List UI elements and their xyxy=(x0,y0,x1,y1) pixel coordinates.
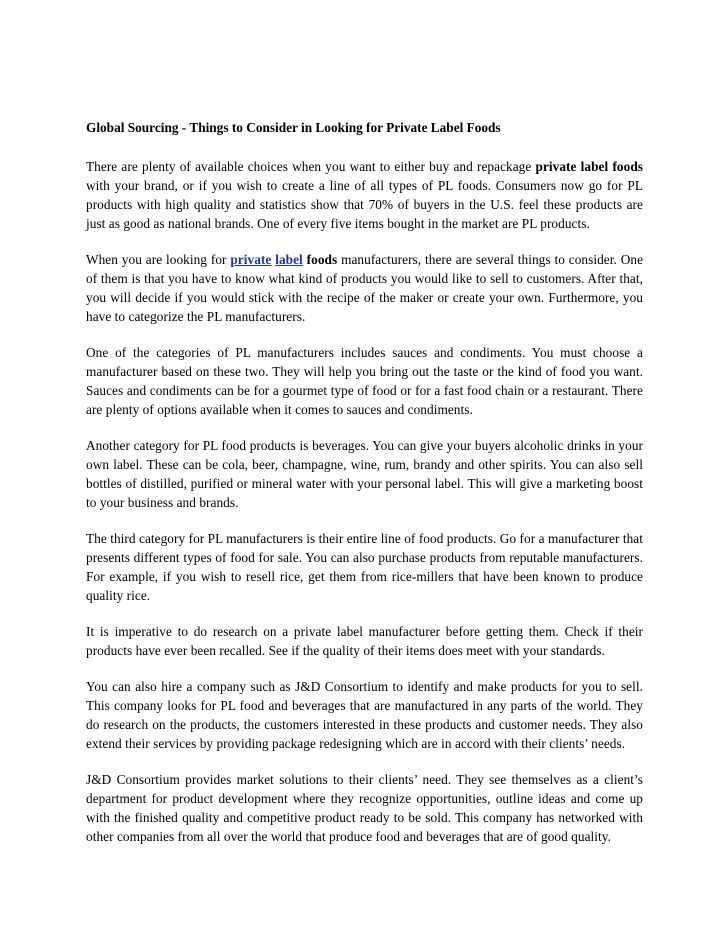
document-page xyxy=(86,118,643,863)
p1-text-a: There are plenty of available choices when you want to either buy and repackage xyxy=(86,159,536,174)
paragraph-5: The third category for PL manufacturers is their entire line of food products. Go for a manufacturer that presents different types of food for sale. You can also purchase products from reputable manufacturers. For example, if you wish to resell rice, get them from rice-millers that have been known to produce quality rice. xyxy=(86,531,643,603)
document-title: Global Sourcing - Things to Consider in Looking for Private Label Foods xyxy=(86,120,501,135)
paragraph-7: You can also hire a company such as J&D Consortium to identify and make products for you to sell. This company looks for PL food and beverages that are manufactured in any parts of the world. They do research on the products, the customers interested in these products and customer needs. They also extend their services by providing package redesigning which are in accord with their clients’ needs. xyxy=(86,679,643,751)
paragraph-3: One of the categories of PL manufacturers includes sauces and condiments. You must choose a manufacturer based on these two. They will help you bring out the taste or the kind of food you want. Sauces and condiments can be for a gourmet type of food or for a fast food chain or a restaurant. There are plenty of options available when it comes to sauces and condiments. xyxy=(86,345,643,417)
p1-bold-private-label: private label xyxy=(535,159,609,174)
paragraph-6: It is imperative to do research on a private label manufacturer before getting them. Check if their products have ever been recalled. See if the quality of their items does meet with your standards. xyxy=(86,624,643,658)
paragraph-2 xyxy=(86,250,643,326)
link-label[interactable]: label xyxy=(275,252,303,267)
p2-bold-foods: foods xyxy=(306,252,338,267)
p2-text-a: When you are looking for xyxy=(86,252,231,267)
p1-text-c: with your brand, or if you wish to create a line of all types of PL foods. Consumers now go for PL products with high quality and statistics show that 70% of buyers in the U.S. feel these products are just as good as national brands. One of every five items bought in the market are PL products. xyxy=(86,178,643,231)
p1-bold-foods: foods xyxy=(612,159,643,174)
p2-text-c: manufacturers, there are several things to consider. One of them is that you have to know what kind of products you would like to sell to customers. After that, you will decide if you would stick with the recipe of the maker or create your own. Furthermore, you have to categorize the PL manufacturers. xyxy=(86,252,644,324)
paragraph-4: Another category for PL food products is beverages. You can give your buyers alcoholic drinks in your own label. These can be cola, beer, champagne, wine, rum, brandy and other spirits. You can also sell bottles of distilled, purified or mineral water with your personal label. This will give a marketing boost to your business and brands. xyxy=(86,438,643,510)
paragraph-1 xyxy=(86,157,643,233)
link-private[interactable]: private xyxy=(230,252,272,267)
paragraph-8: J&D Consortium provides market solutions to their clients’ need. They see themselves as a client’s department for product development where they recognize opportunities, outline ideas and come up with the finished quality and competitive product ready to be sold. This company has networked with other companies from all over the world that produce food and beverages that are of good quality. xyxy=(86,772,643,844)
